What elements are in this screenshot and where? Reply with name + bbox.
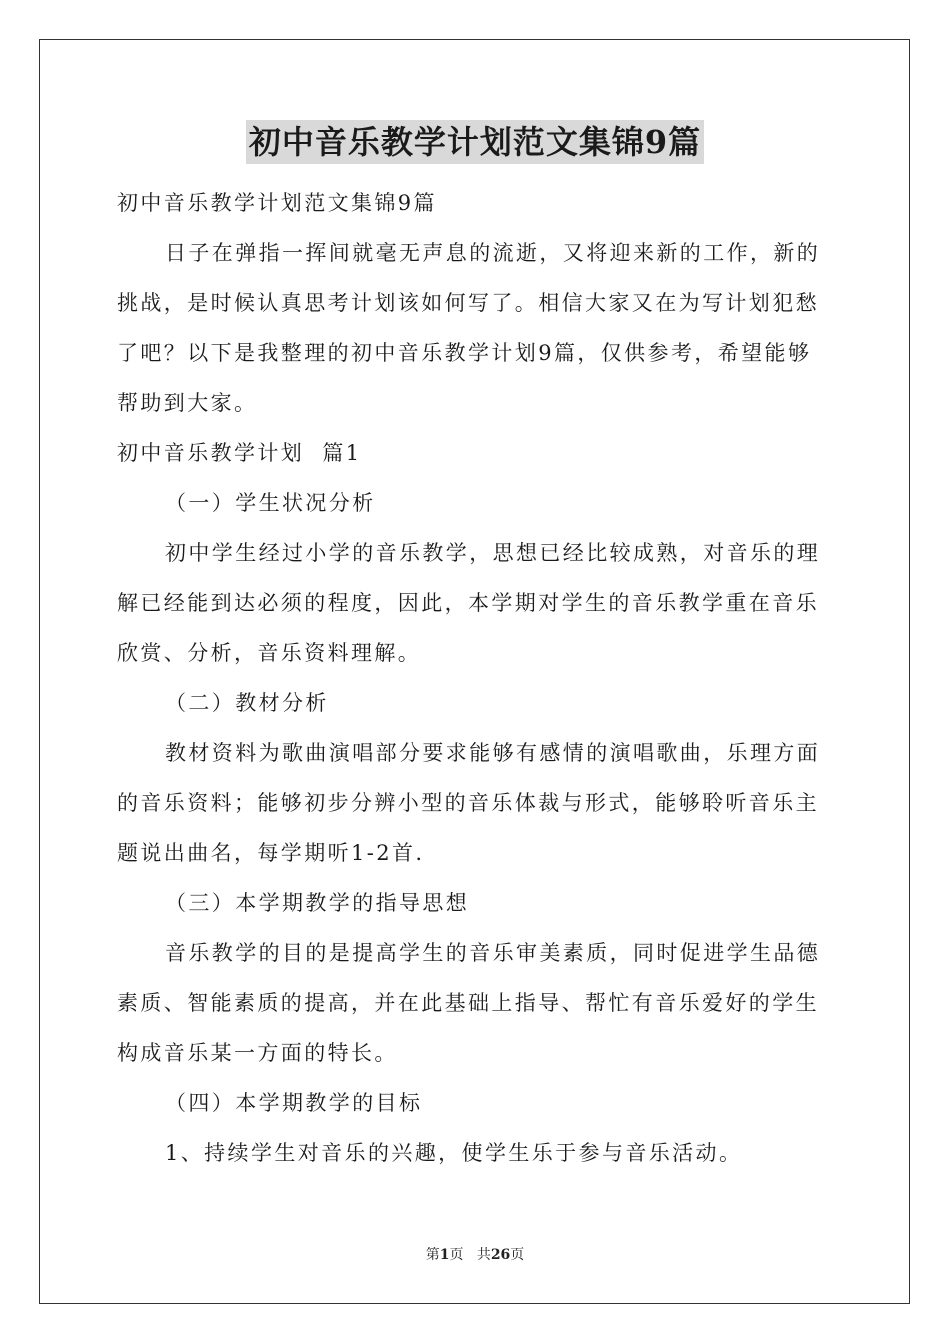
footer-total-pre: 共 — [476, 1247, 491, 1263]
heading-guiding-ideas: （三）本学期教学的指导思想 — [165, 891, 470, 915]
document-title: 初中音乐教学计划范文集锦9篇 — [246, 120, 704, 164]
section-title: 初中音乐教学计划 篇1 — [117, 441, 362, 465]
intro-line-3: 了吧？以下是我整理的初中音乐教学计划9篇，仅供参考，希望能够 — [117, 341, 812, 365]
intro-line-4: 帮助到大家。 — [117, 391, 258, 415]
footer-page-pre: 第 — [425, 1247, 440, 1263]
p2-line-3: 题说出曲名，每学期听1-2首. — [117, 841, 425, 865]
title-wrap — [117, 120, 833, 164]
intro-line-2: 挑战，是时候认真思考计划该如何写了。相信大家又在为写计划犯愁 — [117, 291, 819, 315]
heading-student-analysis: （一）学生状况分析 — [165, 491, 376, 515]
document-subtitle: 初中音乐教学计划范文集锦9篇 — [117, 191, 437, 215]
heading-teaching-goals: （四）本学期教学的目标 — [165, 1091, 423, 1115]
footer-total-pages: 26 — [490, 1247, 511, 1263]
p3-line-3: 构成音乐某一方面的特长。 — [117, 1041, 398, 1065]
p1-line-1: 初中学生经过小学的音乐教学，思想已经比较成熟，对音乐的理 — [165, 541, 821, 565]
footer-total-post: 页 — [510, 1247, 525, 1263]
document-body — [117, 120, 833, 1178]
p3-line-2: 素质、智能素质的提高，并在此基础上指导、帮忙有音乐爱好的学生 — [117, 991, 819, 1015]
page-footer — [0, 1244, 950, 1264]
p3-line-1: 音乐教学的目的是提高学生的音乐审美素质，同时促进学生品德 — [165, 941, 821, 965]
intro-line-1: 日子在弹指一挥间就毫无声息的流逝，又将迎来新的工作，新的 — [165, 241, 821, 265]
p2-line-2: 的音乐资料；能够初步分辨小型的音乐体裁与形式，能够聆听音乐主 — [117, 791, 819, 815]
p4-line-1: 1、持续学生对音乐的兴趣，使学生乐于参与音乐活动。 — [165, 1141, 743, 1165]
heading-textbook-analysis: （二）教材分析 — [165, 691, 329, 715]
p1-line-2: 解已经能到达必须的程度，因此，本学期对学生的音乐教学重在音乐 — [117, 591, 819, 615]
footer-page-post: 页 — [449, 1247, 464, 1263]
p2-line-1: 教材资料为歌曲演唱部分要求能够有感情的演唱歌曲，乐理方面 — [165, 741, 821, 765]
footer-page-number: 1 — [439, 1247, 450, 1263]
p1-line-3: 欣赏、分析，音乐资料理解。 — [117, 641, 422, 665]
